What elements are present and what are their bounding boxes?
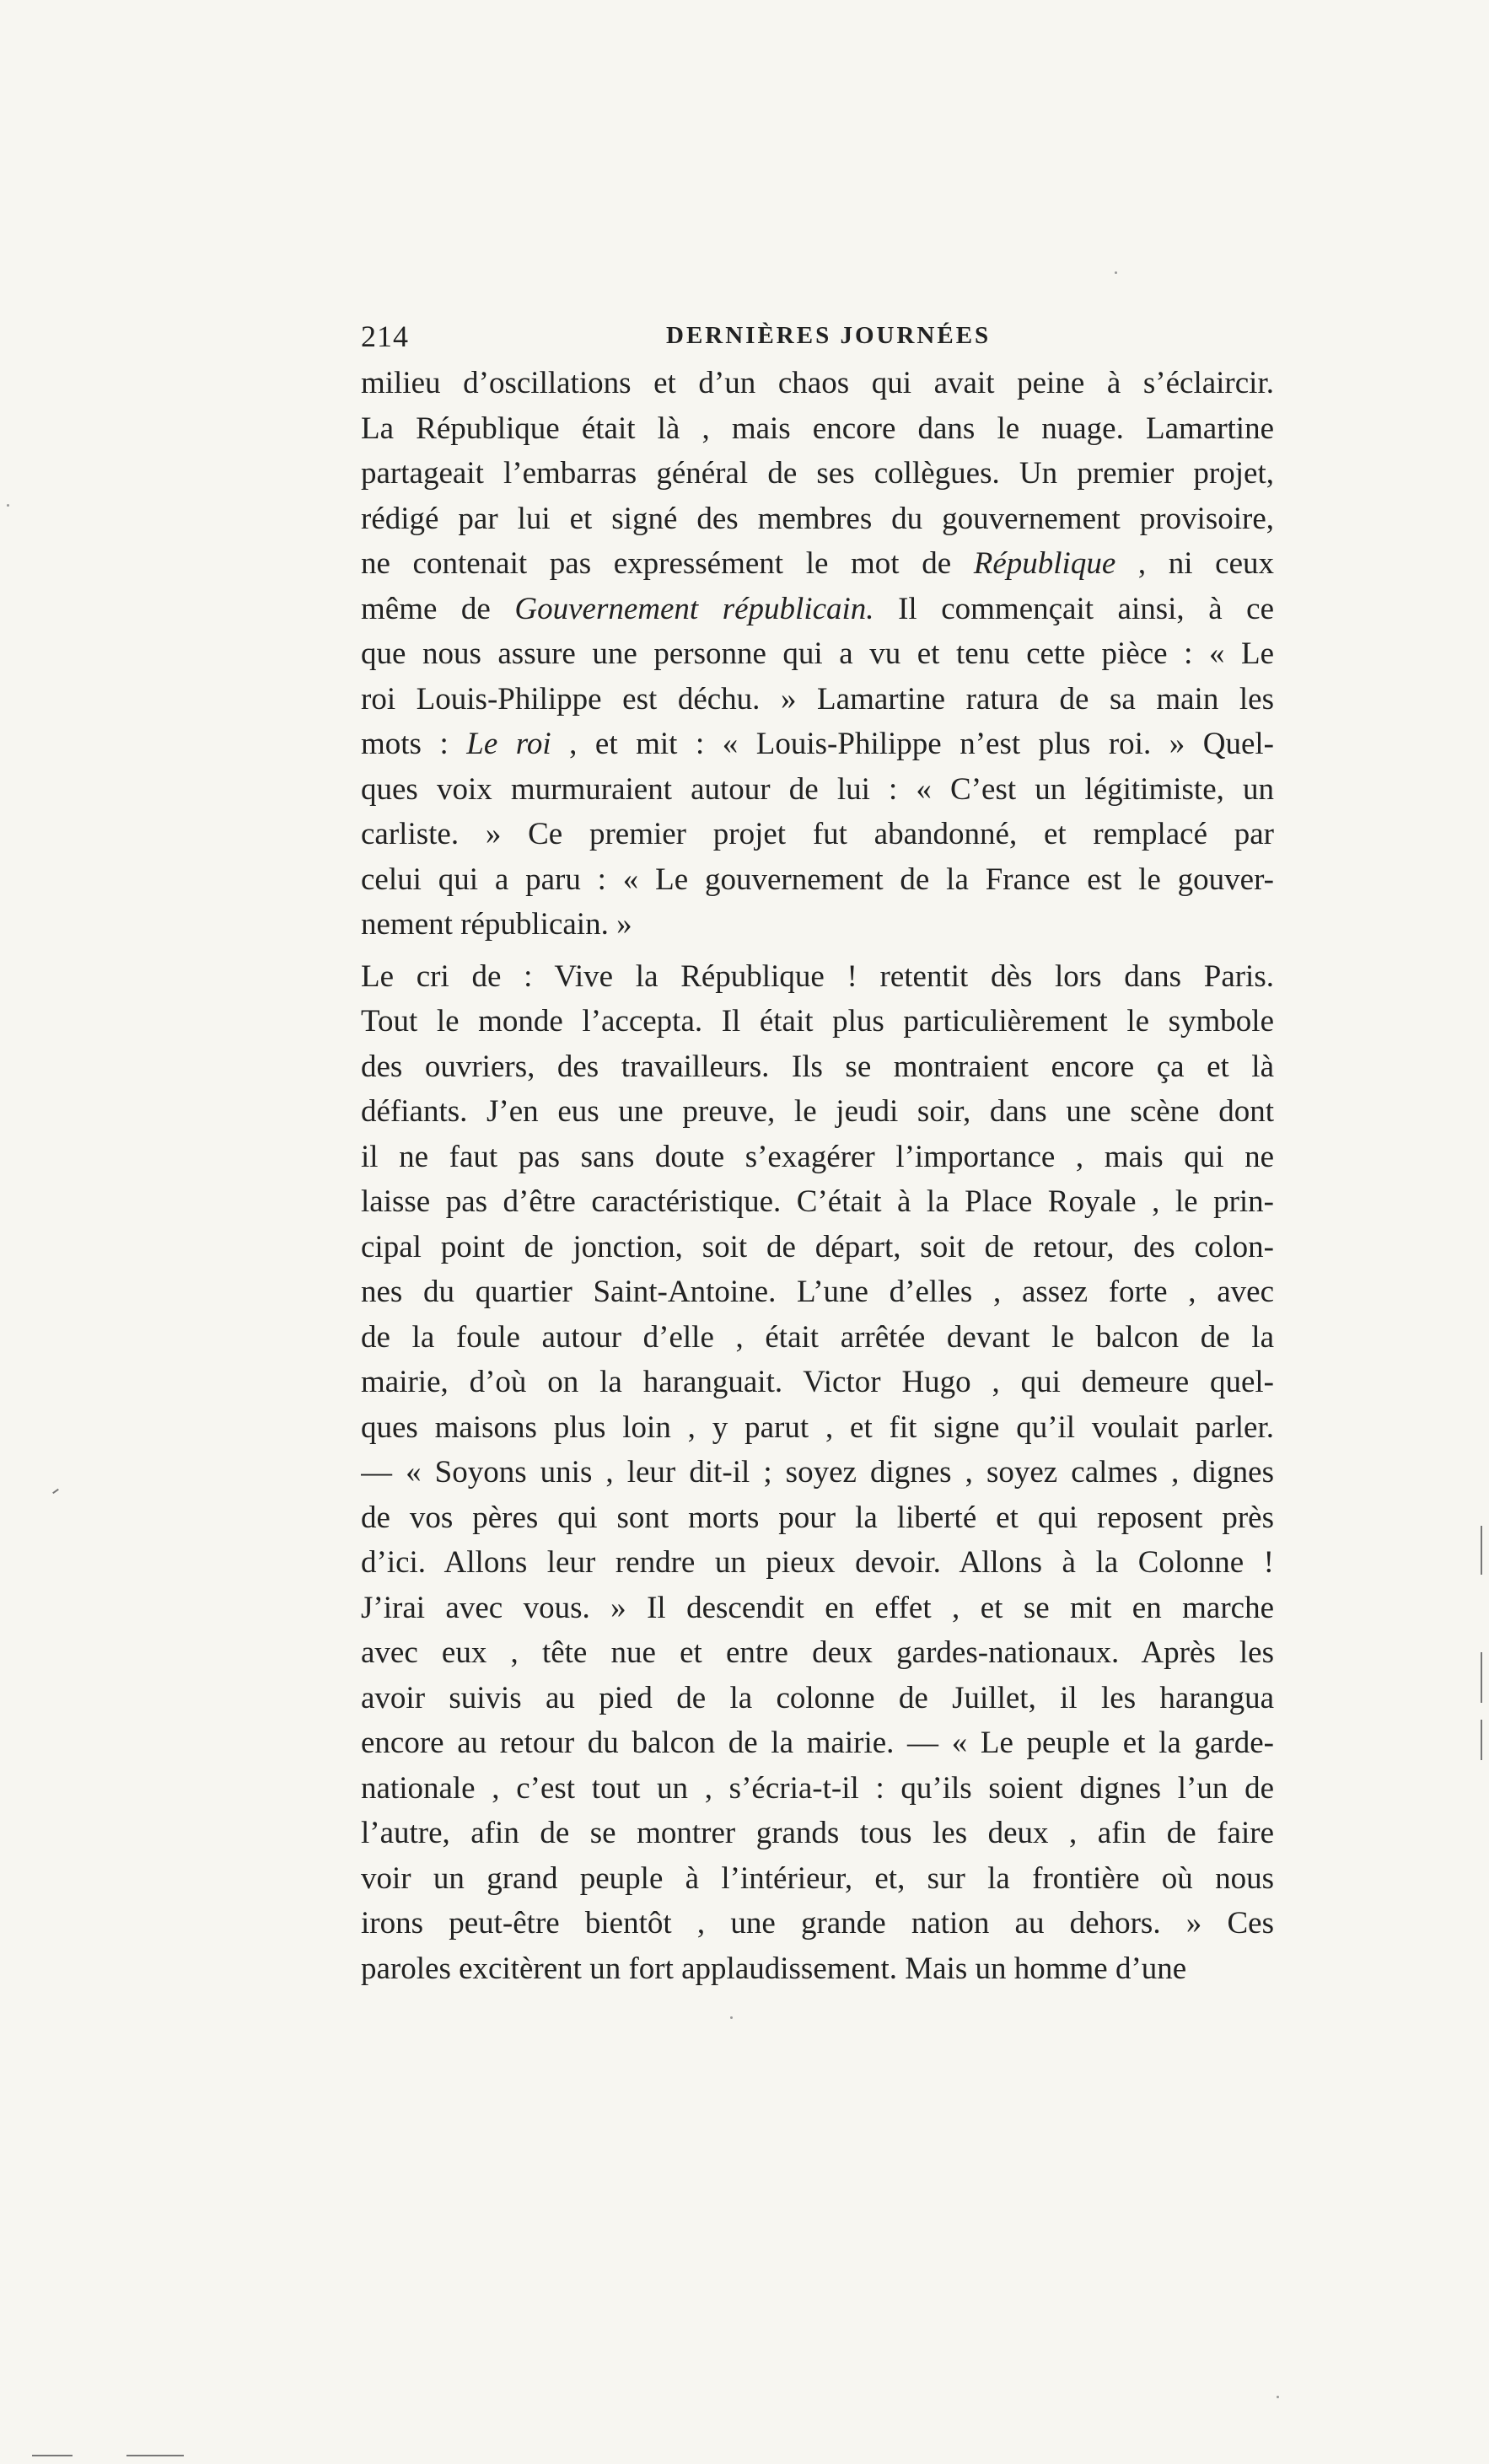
right-margin-rule	[1481, 1526, 1482, 1575]
text-line: irons peut-être bientôt , une grande nation au dehors. » Ces	[361, 1906, 1274, 1941]
speck	[730, 2016, 733, 2019]
text-line: l’autre, afin de se montrer grands tous les deux , afin de faire	[361, 1816, 1274, 1850]
text-line: mots : Le roi , et mit : « Louis-Philippe n’est plus roi. » Quel-	[361, 727, 1274, 761]
text-line: même de Gouvernement républicain. Il commençait ainsi, à ce	[361, 591, 1274, 626]
right-margin-rule	[1481, 1720, 1482, 1760]
right-margin-rule	[1481, 1652, 1482, 1703]
text-line: cipal point de jonction, soit de départ, soit de retour, des colon-	[361, 1229, 1274, 1264]
speck	[1115, 271, 1117, 274]
text-line: que nous assure une personne qui a vu et tenu cette pièce : « Le	[361, 636, 1274, 671]
text-line: d’ici. Allons leur rendre un pieux devoir. Allons à la Colonne !	[361, 1545, 1274, 1580]
text-line: mairie, d’où on la haranguait. Victor Hugo , qui demeure quel-	[361, 1365, 1274, 1399]
text-line: avec eux , tête nue et entre deux gardes-nationaux. Après les	[361, 1635, 1274, 1670]
text-line: de vos pères qui sont morts pour la liberté et qui reposent près	[361, 1500, 1274, 1535]
bottom-left-rule	[126, 2455, 184, 2456]
text-line: nationale , c’est tout un , s’écria-t-il : qu’ils soient dignes l’un de	[361, 1770, 1274, 1806]
text-line: nement républicain. »	[361, 907, 632, 942]
text-line: La République était là , mais encore dans le nuage. Lamartine	[361, 411, 1274, 446]
text-line: ques maisons plus loin , y parut , et fit signe qu’il voulait parler.	[361, 1409, 1274, 1445]
speck	[1277, 2396, 1279, 2398]
text-line: laisse pas d’être caractéristique. C’était à la Place Royale , le prin-	[361, 1184, 1274, 1219]
body-text	[361, 361, 1274, 1991]
text-line: ne contenait pas expressément le mot de République , ni ceux	[361, 546, 1274, 581]
speck	[7, 504, 9, 507]
text-line: de la foule autour d’elle , était arrêtée devant le balcon de la	[361, 1319, 1274, 1355]
text-line: carliste. » Ce premier projet fut abandonné, et remplacé par	[361, 817, 1274, 851]
text-line: nes du quartier Saint-Antoine. L’une d’elles , assez forte , avec	[361, 1275, 1274, 1309]
text-line: celui qui a paru : « Le gouvernement de la France est le gouver-	[361, 862, 1274, 897]
text-line: Tout le monde l’accepta. Il était plus particulièrement le symbole	[361, 1004, 1274, 1039]
text-line: — « Soyons unis , leur dit-il ; soyez dignes , soyez calmes , dignes	[361, 1455, 1274, 1490]
text-line: encore au retour du balcon de la mairie. — « Le peuple et la garde-	[361, 1726, 1274, 1760]
text-line: milieu d’oscillations et d’un chaos qui avait peine à s’éclaircir.	[361, 366, 1274, 400]
text-line: J’irai avec vous. » Il descendit en effet , et se mit en marche	[361, 1590, 1274, 1625]
text-line: rédigé par lui et signé des membres du gouvernement provisoire,	[361, 501, 1274, 536]
text-line: défiants. J’en eus une preuve, le jeudi soir, dans une scène dont	[361, 1094, 1274, 1129]
text-line: avoir suivis au pied de la colonne de Juillet, il les harangua	[361, 1680, 1274, 1715]
paragraph-1	[361, 361, 1274, 947]
text-line: paroles excitèrent un fort applaudissement. Mais un homme d’une	[361, 1951, 1187, 1986]
running-title: DERNIÈRES JOURNÉES	[666, 322, 992, 349]
bottom-left-rule	[32, 2455, 73, 2456]
text-line: ques voix murmuraient autour de lui : « C’est un légitimiste, un	[361, 771, 1274, 807]
text-line: roi Louis-Philippe est déchu. » Lamartine ratura de sa main les	[361, 681, 1274, 717]
page-number: 214	[361, 319, 409, 353]
text-line: partageait l’embarras général de ses collègues. Un premier projet,	[361, 456, 1274, 491]
text-line: voir un grand peuple à l’intérieur, et, sur la frontière où nous	[361, 1860, 1274, 1896]
left-margin-mark	[52, 1489, 59, 1494]
text-line: des ouvriers, des travailleurs. Ils se montraient encore ça et là	[361, 1049, 1274, 1084]
text-line: il ne faut pas sans doute s’exagérer l’importance , mais qui ne	[361, 1139, 1274, 1174]
text-line: Le cri de : Vive la République ! retentit dès lors dans Paris.	[361, 958, 1274, 994]
paragraph-2	[361, 954, 1274, 1992]
page-header	[361, 319, 1288, 361]
